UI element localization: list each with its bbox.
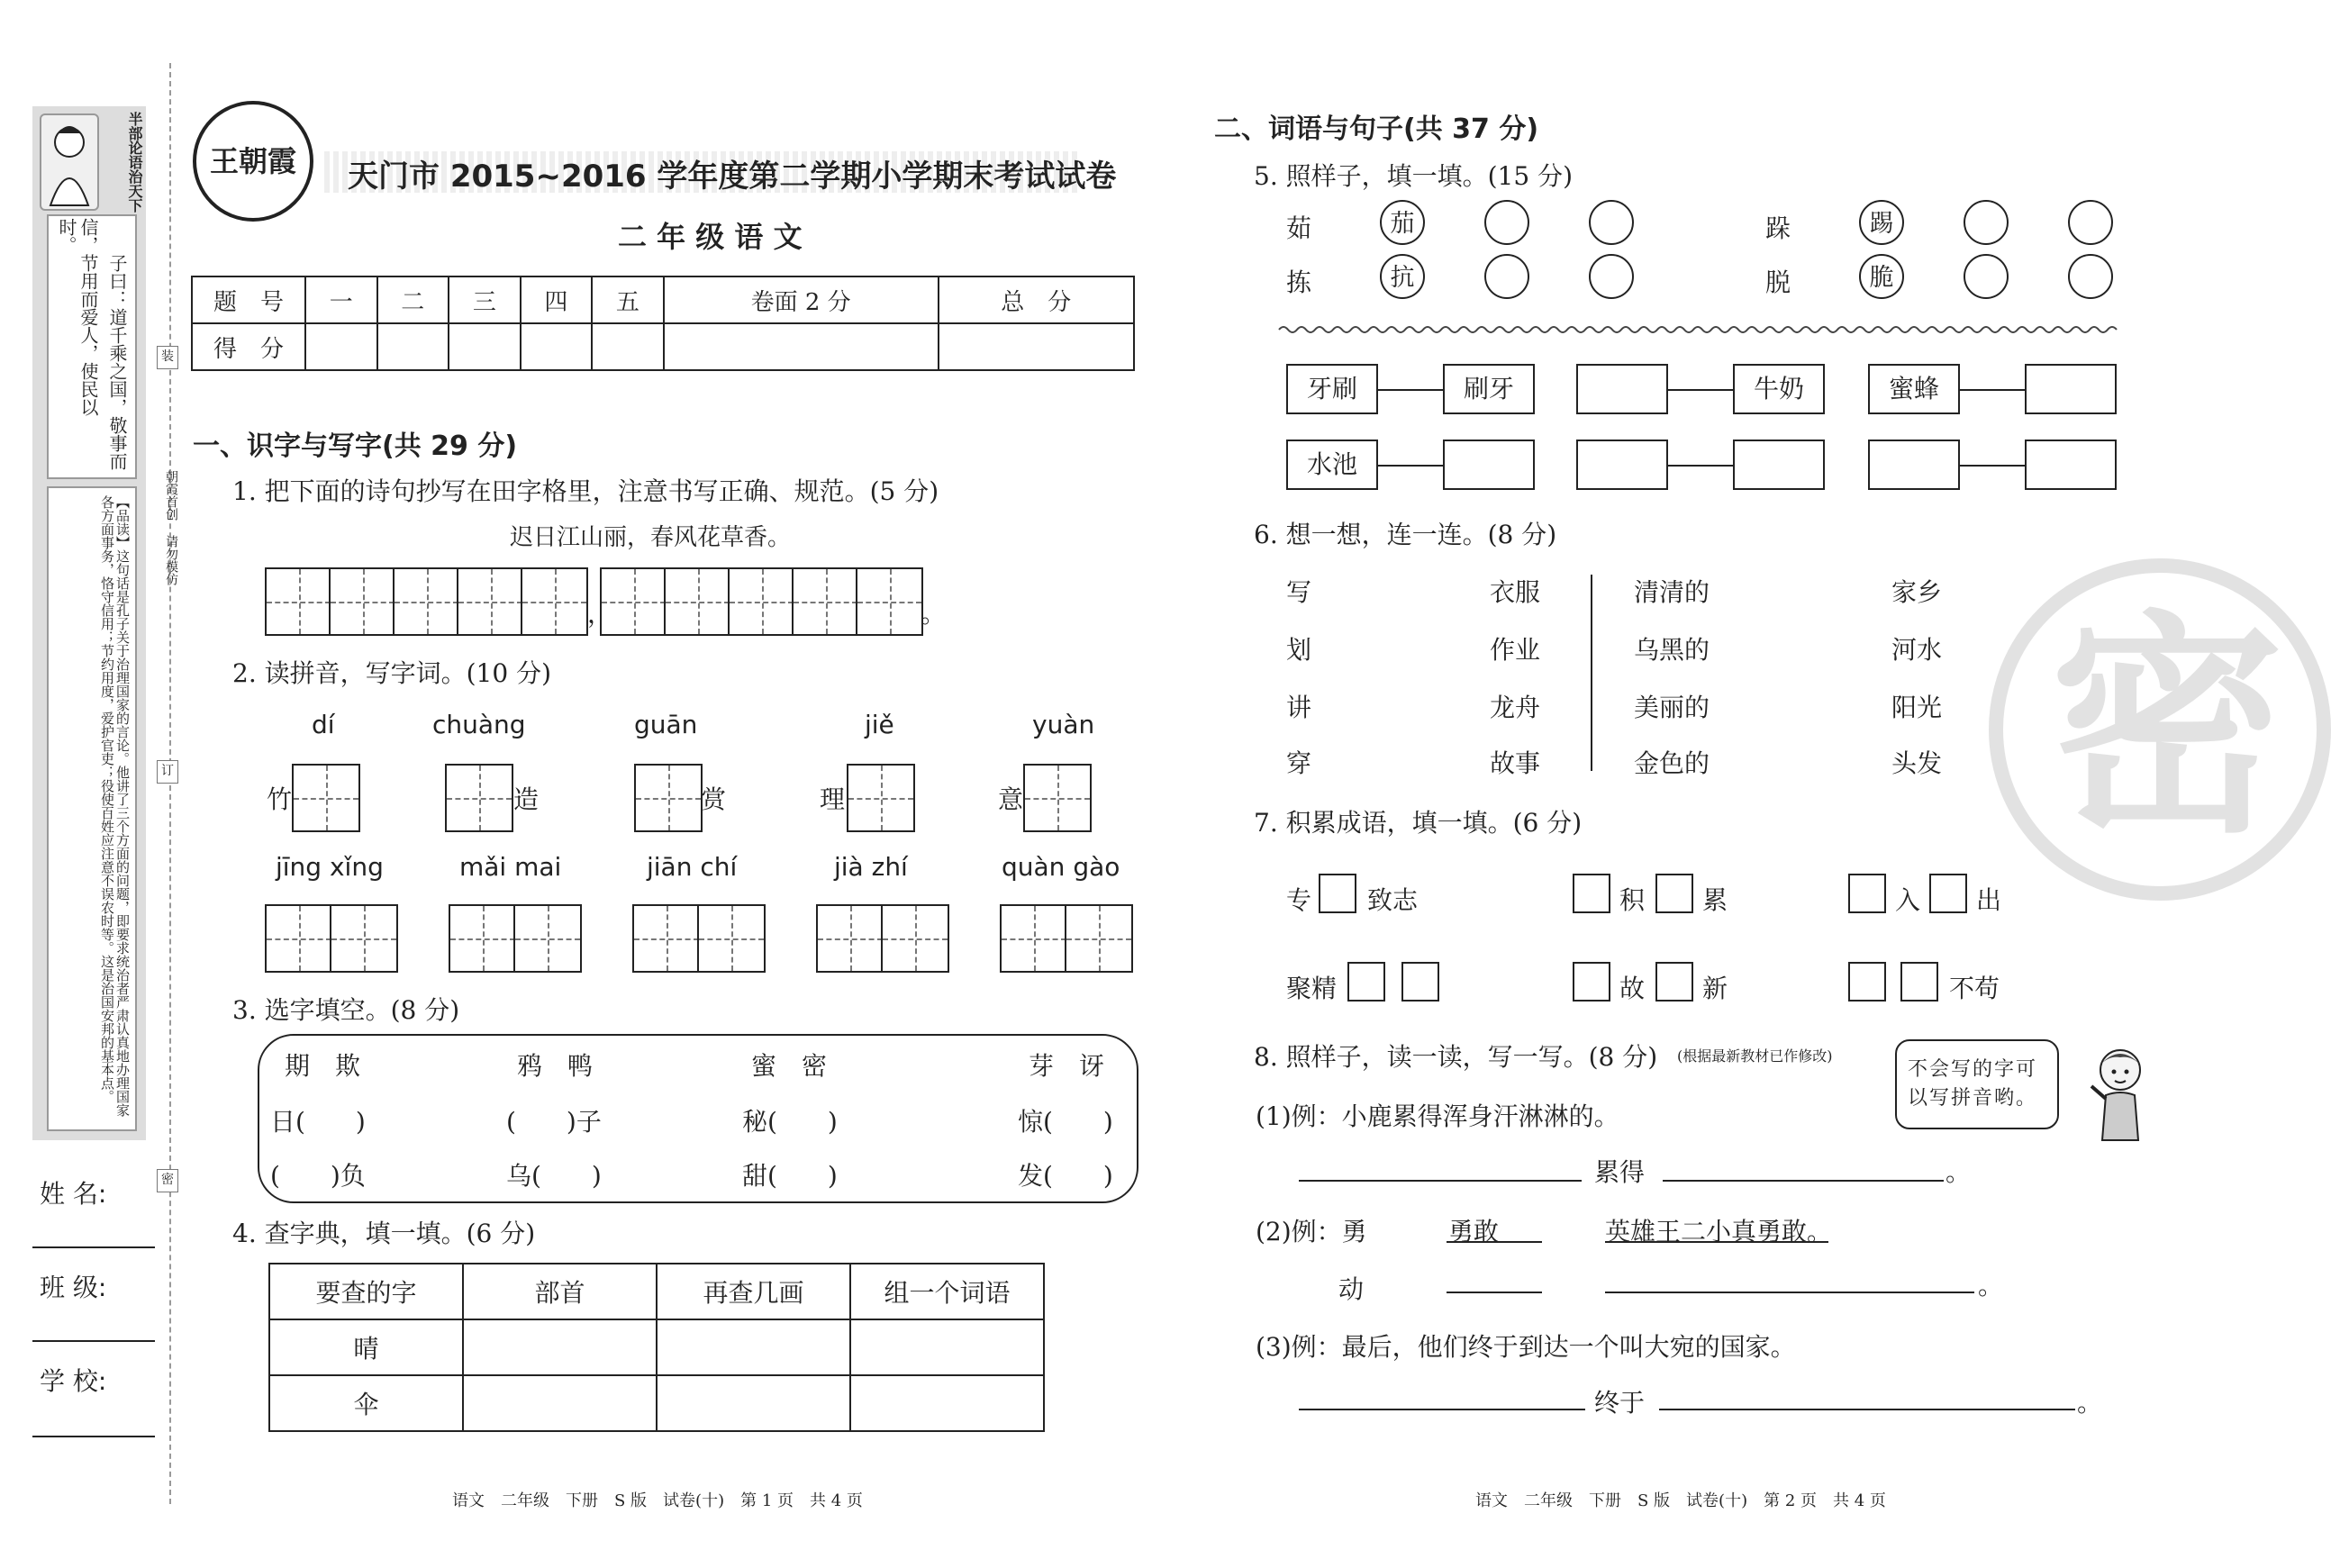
score-table (191, 276, 1135, 371)
word-box: 牙刷 (1286, 364, 1378, 414)
q3-frame (258, 1034, 1138, 1203)
footer-left: 语文 二年级 下册 S 版 试卷(十) 第 1 页 共 4 页 (452, 1491, 863, 1510)
example-2: (2)例：勇 (1256, 1217, 1367, 1246)
match-item[interactable]: 清清的 (1634, 577, 1710, 607)
score-cell[interactable] (377, 323, 449, 370)
idiom-box[interactable] (1319, 874, 1356, 913)
choice-blank[interactable]: 惊( ) (1018, 1107, 1113, 1137)
pinyin-label: jià zhí (834, 852, 908, 882)
bubble-text: 不会写的字可以写拼音哟。 (1908, 1058, 2038, 1110)
match-item[interactable]: 衣服 (1490, 577, 1541, 607)
idiom-text: 致志 (1367, 885, 1419, 915)
dict-cell[interactable] (657, 1319, 850, 1375)
example-2-word: 勇敢 (1448, 1217, 1500, 1246)
word-fix: 意 (998, 784, 1024, 814)
period: 。 (1946, 1157, 1972, 1187)
choice-pair: 鸦 鸭 (517, 1051, 594, 1081)
q5-char: 拣 (1286, 267, 1312, 297)
q3-prompt: 3. 选字填空。(8 分) (232, 995, 460, 1025)
idiom-text: 聚精 (1286, 974, 1338, 1003)
choice-blank[interactable]: ( )子 (506, 1107, 602, 1137)
q1-comma: ， (587, 599, 613, 629)
boy-illustration (2088, 1043, 2153, 1142)
connector (1378, 389, 1443, 391)
pinyin-label: guān (634, 710, 698, 739)
period: 。 (2077, 1388, 2103, 1418)
match-item[interactable]: 美丽的 (1634, 693, 1710, 722)
idiom-box[interactable] (1655, 962, 1693, 1002)
answer-circle[interactable] (2068, 254, 2113, 299)
idiom-box[interactable] (1900, 962, 1938, 1002)
analysis-box (47, 486, 137, 1131)
q1-prompt: 1. 把下面的诗句抄写在田字格里，注意书写正确、规范。(5 分) (232, 476, 939, 506)
answer-line[interactable] (1605, 1292, 1974, 1293)
answer-box[interactable] (1868, 440, 1960, 490)
score-header: 三 (449, 276, 521, 323)
name-field[interactable] (32, 1246, 155, 1248)
idiom-text: 出 (1976, 885, 2002, 915)
score-row-label: 得 分 (192, 323, 305, 370)
score-cell[interactable] (592, 323, 664, 370)
pinyin-label: jiān chí (647, 852, 738, 882)
class-field[interactable] (32, 1340, 155, 1342)
wavy-divider (1279, 324, 2120, 335)
score-cell[interactable] (521, 323, 593, 370)
idiom-box[interactable] (1347, 962, 1385, 1002)
q5-char: 跺 (1765, 213, 1791, 243)
pinyin-label: dí (312, 710, 335, 739)
tianzige-box[interactable] (1023, 764, 1092, 832)
q2-prompt: 2. 读拼音，写字词。(10 分) (232, 658, 551, 688)
watermark-text: 密 (2050, 590, 2284, 865)
tianzige-box[interactable] (330, 904, 398, 973)
pinyin-label: quàn gào (1002, 852, 1120, 882)
idiom-text: 不苟 (1949, 974, 2000, 1003)
answer-circle[interactable] (1964, 200, 2009, 245)
q1-poem: 迟日江山丽，春风花草香。 (510, 524, 792, 551)
score-cell[interactable] (939, 323, 1134, 370)
match-item[interactable]: 头发 (1891, 748, 1943, 778)
tianzige-box[interactable] (697, 904, 766, 973)
choice-pair: 蜜 密 (751, 1051, 828, 1081)
tianzige-box[interactable] (792, 567, 859, 636)
example-circle: 茄 (1380, 200, 1425, 245)
word-box: 牛奶 (1733, 364, 1825, 414)
match-item[interactable]: 金色的 (1634, 748, 1710, 778)
copyright-note: 朝霞首创 请勿模仿 (164, 470, 178, 585)
tianzige-box[interactable] (728, 567, 795, 636)
match-item[interactable]: 乌黑的 (1634, 635, 1710, 665)
score-cell[interactable] (664, 323, 939, 370)
q1-period: 。 (921, 599, 947, 629)
school-label: 学 校: (40, 1366, 107, 1396)
answer-box[interactable] (1443, 440, 1535, 490)
idiom-text: 累 (1702, 885, 1728, 915)
binding-line (169, 63, 171, 1504)
pinyin-label: jiě (865, 710, 894, 739)
period: 。 (1978, 1271, 2004, 1301)
dict-char: 伞 (269, 1375, 463, 1431)
word-box: 蜜蜂 (1868, 364, 1960, 414)
q6-divider (1591, 575, 1592, 771)
idiom-text: 入 (1895, 885, 1921, 915)
q8-note: (根据最新教材已作修改) (1677, 1047, 1833, 1065)
match-item[interactable]: 故事 (1490, 748, 1541, 778)
match-item[interactable]: 河水 (1891, 635, 1943, 665)
q5-prompt: 5. 照样子，填一填。(15 分) (1254, 161, 1573, 191)
tianzige-box[interactable] (265, 567, 332, 636)
tianzige-box[interactable] (457, 567, 524, 636)
answer-line[interactable] (1299, 1409, 1585, 1410)
example-3-mid: 终于 (1594, 1388, 1646, 1418)
dict-header: 要查的字 (269, 1264, 463, 1319)
choice-pair: 芽 讶 (1029, 1051, 1105, 1081)
example-underline (1605, 1241, 1828, 1243)
seal-3: 密 (157, 1169, 178, 1192)
q5-char: 茹 (1286, 213, 1312, 243)
example-circle: 脆 (1859, 254, 1904, 299)
idiom-box[interactable] (1655, 874, 1693, 913)
connector (1668, 389, 1733, 391)
score-cell[interactable] (305, 323, 377, 370)
pinyin-label: yuàn (1032, 710, 1095, 739)
dict-header: 组一个词语 (850, 1264, 1044, 1319)
tianzige-box[interactable] (393, 567, 460, 636)
example-1: (1)例：小鹿累得浑身汗淋淋的。 (1256, 1101, 1619, 1131)
choice-blank[interactable]: 秘( ) (742, 1107, 838, 1137)
dict-cell[interactable] (657, 1375, 850, 1431)
score-header: 总 分 (939, 276, 1134, 323)
choice-blank[interactable]: 日( ) (270, 1107, 366, 1137)
connector (1960, 465, 2025, 467)
section1-title: 一、识字与写字(共 29 分) (193, 431, 518, 462)
q7-prompt: 7. 积累成语，填一填。(6 分) (1254, 808, 1583, 838)
choice-blank[interactable]: 甜( ) (742, 1161, 838, 1191)
dict-header: 部首 (463, 1264, 657, 1319)
example-circle: 抗 (1380, 254, 1425, 299)
match-item[interactable]: 划 (1286, 635, 1312, 665)
quote-box (47, 214, 137, 479)
dictionary-table (268, 1263, 1045, 1432)
answer-line[interactable] (1659, 1409, 2075, 1410)
analysis-text: 【品读】这句话是孔子关于治理国家的言论。他讲了三个方面的问题，即要求统治者严肃认真地办理国家各方面事务，恪守信用；节约用度，爱护官吏；役使百姓应注意不误农时等。这是治国安邦的基本点。 (99, 495, 131, 1117)
seal-2: 订 (157, 760, 178, 784)
idiom-box[interactable] (1573, 874, 1610, 913)
word-fix: 竹 (267, 784, 293, 814)
q5-char: 脱 (1765, 267, 1791, 297)
tianzige-box[interactable] (265, 904, 333, 973)
dict-char: 晴 (269, 1319, 463, 1375)
brand-logo (193, 101, 313, 222)
answer-circle[interactable] (1589, 254, 1634, 299)
match-item[interactable]: 作业 (1490, 635, 1541, 665)
word-box: 刷牙 (1443, 364, 1535, 414)
tianzige-box[interactable] (329, 567, 396, 636)
dict-header: 再查几画 (657, 1264, 850, 1319)
speech-bubble (1895, 1039, 2059, 1129)
match-item[interactable]: 龙舟 (1490, 693, 1541, 722)
tianzige-box[interactable] (856, 567, 923, 636)
quote-bottom: 信，节用而爱人，使民以时。 (56, 218, 99, 416)
answer-circle[interactable] (2068, 200, 2113, 245)
match-item[interactable]: 阳光 (1891, 693, 1943, 722)
example-3: (3)例：最后，他们终于到达一个叫大宛的国家。 (1256, 1332, 1796, 1362)
answer-box[interactable] (1733, 440, 1825, 490)
choice-blank[interactable]: 乌( ) (506, 1161, 602, 1191)
score-header: 五 (592, 276, 664, 323)
dict-cell[interactable] (850, 1375, 1044, 1431)
score-cell[interactable] (449, 323, 521, 370)
answer-circle[interactable] (1484, 200, 1529, 245)
match-item[interactable]: 穿 (1286, 748, 1312, 778)
name-label: 姓 名: (40, 1179, 107, 1209)
example-2-char: 动 (1338, 1274, 1365, 1304)
pinyin-label: chuàng (432, 710, 526, 739)
exam-title: 天门市 2015~2016 学年度第二学期小学期末考试试卷 (348, 159, 1117, 195)
tianzige-box[interactable] (881, 904, 949, 973)
match-item[interactable]: 讲 (1286, 693, 1312, 722)
connector (1378, 465, 1443, 467)
tianzige-box[interactable] (521, 567, 588, 636)
idiom-box[interactable] (1848, 962, 1886, 1002)
tianzige-box[interactable] (634, 764, 703, 832)
idiom-text: 积 (1619, 885, 1646, 915)
example-1-mid: 累得 (1594, 1157, 1646, 1187)
brand-name: 王朝霞 (209, 144, 296, 178)
seal-1: 装 (157, 346, 178, 369)
answer-circle[interactable] (1964, 254, 2009, 299)
confucius-avatar (40, 113, 99, 211)
match-item[interactable]: 家乡 (1891, 577, 1943, 607)
tianzige-box[interactable] (513, 904, 582, 973)
idiom-text: 专 (1286, 885, 1312, 915)
word-fix: 造 (513, 784, 540, 814)
tianzige-box[interactable] (292, 764, 360, 832)
score-header: 一 (305, 276, 377, 323)
word-fix: 理 (820, 784, 846, 814)
dict-cell[interactable] (463, 1375, 657, 1431)
dict-cell[interactable] (850, 1319, 1044, 1375)
score-header: 卷面 2 分 (664, 276, 939, 323)
idiom-box[interactable] (1401, 962, 1439, 1002)
score-header: 二 (377, 276, 449, 323)
choice-pair: 期 欺 (285, 1051, 361, 1081)
footer-right: 语文 二年级 下册 S 版 试卷(十) 第 2 页 共 4 页 (1475, 1491, 1886, 1510)
answer-line[interactable] (1663, 1180, 1944, 1182)
tianzige-box[interactable] (816, 904, 884, 973)
answer-box[interactable] (1576, 364, 1668, 414)
section2-title: 二、词语与句子(共 37 分) (1214, 113, 1539, 145)
dict-cell[interactable] (463, 1319, 657, 1375)
tianzige-box[interactable] (632, 904, 701, 973)
answer-circle[interactable] (1484, 254, 1529, 299)
class-label: 班 级: (40, 1273, 107, 1302)
idiom-text: 故 (1619, 974, 1646, 1003)
exam-subtitle: 二 年 级 语 文 (618, 220, 803, 254)
idiom-box[interactable] (1929, 874, 1967, 913)
choice-blank[interactable]: ( )负 (270, 1161, 366, 1191)
tianzige-box[interactable] (445, 764, 513, 832)
tianzige-box[interactable] (847, 764, 915, 832)
tianzige-box[interactable] (1000, 904, 1068, 973)
idiom-box[interactable] (1573, 962, 1610, 1002)
pinyin-label: jīng xǐng (276, 852, 384, 882)
q8-prompt: 8. 照样子，读一读，写一写。(8 分) (1254, 1042, 1658, 1072)
example-circle: 踢 (1859, 200, 1904, 245)
q6-prompt: 6. 想一想，连一连。(8 分) (1254, 520, 1557, 549)
answer-circle[interactable] (1589, 200, 1634, 245)
q4-prompt: 4. 查字典，填一填。(6 分) (232, 1219, 536, 1248)
answer-box[interactable] (1576, 440, 1668, 490)
score-header: 四 (521, 276, 593, 323)
idiom-text: 新 (1702, 974, 1728, 1003)
school-field[interactable] (32, 1436, 155, 1437)
tianzige-box[interactable] (664, 567, 731, 636)
answer-box[interactable] (2025, 440, 2117, 490)
word-box: 水池 (1286, 440, 1378, 490)
connector (1960, 389, 2025, 391)
motto-title: 半部论语治天下 (126, 112, 143, 213)
answer-line[interactable] (1447, 1292, 1542, 1293)
idiom-box[interactable] (1848, 874, 1886, 913)
pinyin-label: mǎi mai (459, 852, 562, 882)
score-header: 题 号 (192, 276, 305, 323)
match-item[interactable]: 写 (1286, 577, 1312, 607)
quote-top: 子曰：道千乘之国，敬事而 (106, 254, 128, 470)
answer-line[interactable] (1299, 1180, 1582, 1182)
word-fix: 赏 (701, 784, 727, 814)
connector (1668, 465, 1733, 467)
tianzige-box[interactable] (1065, 904, 1133, 973)
example-2-sentence: 英雄王二小真勇敢。 (1605, 1217, 1833, 1246)
answer-box[interactable] (2025, 364, 2117, 414)
example-underline (1447, 1241, 1542, 1243)
choice-blank[interactable]: 发( ) (1018, 1161, 1113, 1191)
tianzige-box[interactable] (449, 904, 517, 973)
